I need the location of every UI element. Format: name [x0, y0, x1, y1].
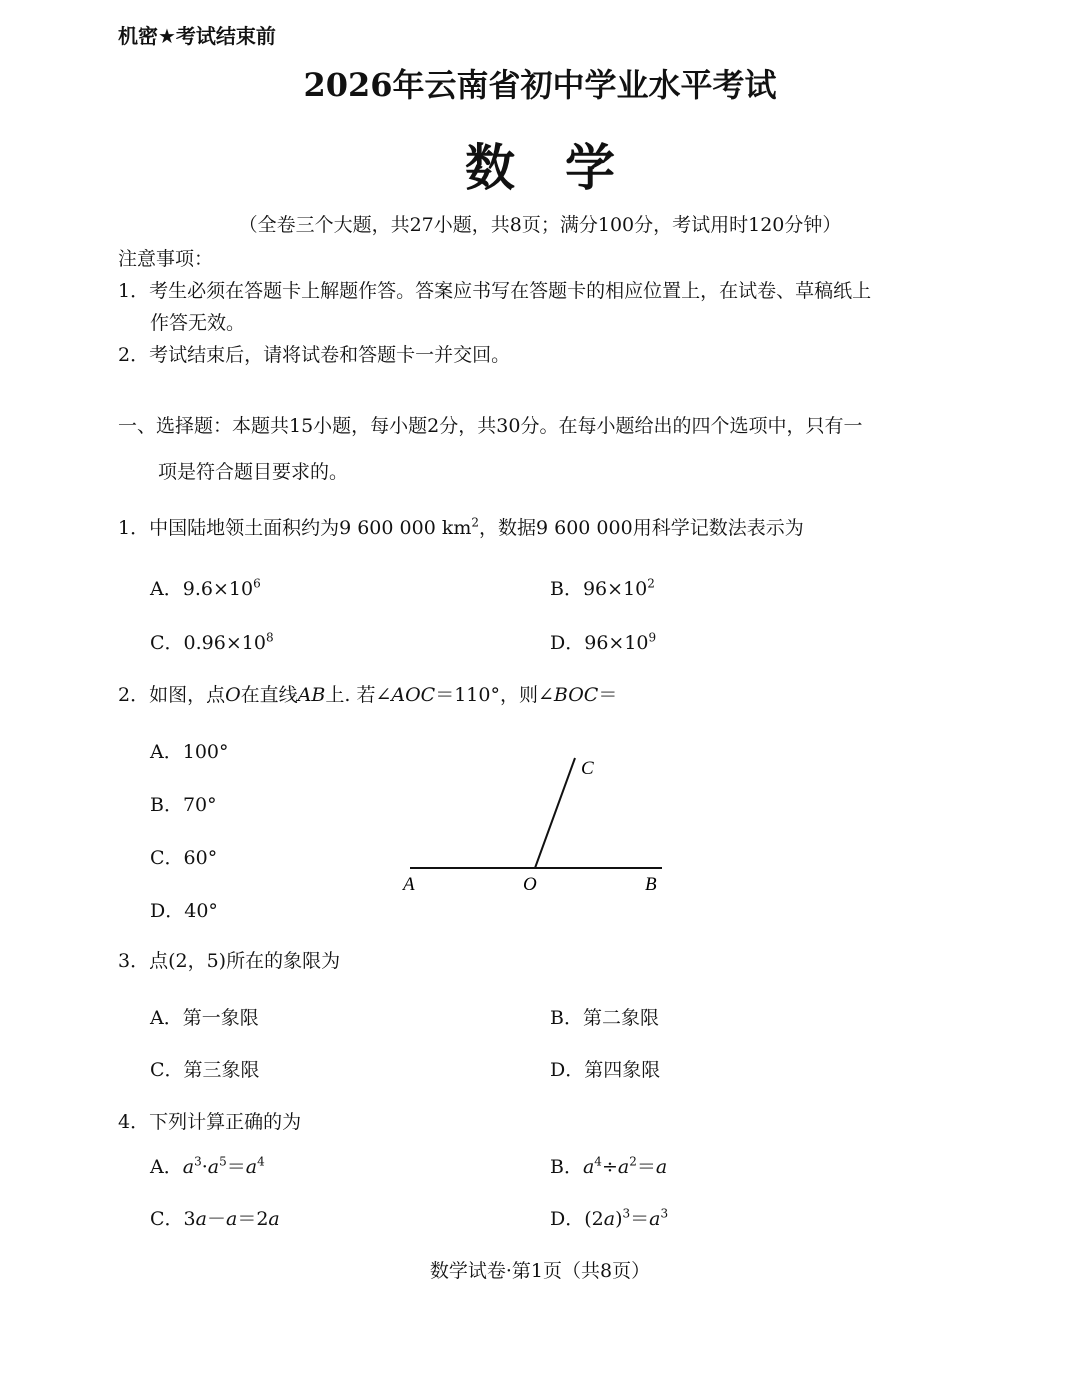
option-label: B．: [550, 1007, 583, 1029]
op: ＝: [630, 1208, 650, 1230]
q2-part: 在直线: [240, 684, 298, 706]
exp: 4: [257, 1154, 265, 1169]
section-heading-cont: 项是符合题目要求的。: [158, 461, 349, 483]
option-label: C．: [150, 847, 184, 869]
q2-part: 上. 若∠: [325, 684, 392, 706]
option-text: 40°: [184, 900, 218, 922]
q2-option-b: [150, 790, 217, 817]
var: a: [603, 1208, 616, 1230]
var: a: [649, 1208, 661, 1230]
option-text: 第四象限: [584, 1059, 661, 1081]
ray-oc: [535, 758, 575, 868]
var: a: [655, 1156, 668, 1178]
op: ＝2: [237, 1208, 269, 1230]
option-text: 100°: [182, 741, 229, 763]
option-exp: 6: [253, 576, 261, 591]
q4-option-d: [550, 1204, 668, 1231]
option-label: B．: [150, 794, 183, 816]
q3-option-c: [150, 1055, 260, 1082]
q4-option-a: [150, 1152, 265, 1179]
option-label: D．: [150, 900, 185, 922]
label-o: O: [523, 874, 537, 895]
question-1-text: 1．中国陆地领土面积约为9 600 000 km: [118, 517, 472, 539]
label-a: A: [403, 874, 415, 895]
option-label: A．: [150, 1007, 183, 1029]
question-1-sup: 2: [471, 515, 479, 530]
q1-option-c: [150, 628, 274, 655]
q2-option-a: [150, 737, 229, 764]
q2-option-c: [150, 843, 217, 870]
q2-var: BOC: [553, 684, 599, 706]
term: 3: [183, 1208, 196, 1230]
q1-option-d: [550, 628, 656, 655]
option-base: 9.6×10: [182, 578, 254, 600]
option-label: A．: [150, 578, 183, 600]
notice-item-1: 1．考生必须在答题卡上解题作答。答案应书写在答题卡的相应位置上，在试卷、草稿纸上: [118, 280, 872, 302]
exam-info: （全卷三个大题，共27小题，共8页；满分100分，考试用时120分钟）: [238, 214, 842, 236]
var: a: [225, 1208, 238, 1230]
q2-var: AB: [297, 684, 326, 706]
term: ): [615, 1208, 623, 1230]
op: ÷: [601, 1156, 618, 1178]
notice-item-2: 2．考试结束后，请将试卷和答题卡一并交回。: [118, 344, 511, 366]
notice-title: 注意事项：: [118, 248, 214, 270]
option-text: 第二象限: [582, 1007, 659, 1029]
var: a: [182, 1156, 195, 1178]
option-exp: 9: [648, 630, 657, 645]
option-text: 70°: [182, 794, 217, 816]
var: a: [207, 1156, 220, 1178]
option-label: B．: [550, 578, 583, 600]
option-exp: 8: [265, 630, 274, 645]
q2-var: O: [225, 684, 241, 706]
q1-option-b: [550, 574, 655, 601]
q2-part: 2．如图，点: [118, 684, 226, 706]
option-label: A．: [150, 741, 183, 763]
option-label: D．: [550, 1059, 585, 1081]
q2-part: ＝: [598, 684, 618, 706]
section-heading: 一、选择题：本题共15小题，每小题2分，共30分。在每小题给出的四个选项中，只有一: [118, 415, 863, 437]
exam-title: 2026年云南省初中学业水平考试: [303, 66, 777, 104]
page-footer: 数学试卷·第1页（共8页）: [429, 1260, 651, 1282]
var: a: [582, 1156, 595, 1178]
var: a: [268, 1208, 280, 1230]
option-label: D．: [550, 632, 585, 654]
question-3: 3．点(2，5)所在的象限为: [118, 950, 341, 972]
q2-var: AOC: [391, 684, 436, 706]
label-b: B: [645, 874, 657, 895]
option-base: 0.96×10: [183, 632, 266, 654]
term: (2: [584, 1208, 604, 1230]
q1-option-a: [150, 574, 261, 601]
op: ＝: [636, 1156, 656, 1178]
op: ·: [201, 1156, 208, 1178]
var: a: [195, 1208, 207, 1230]
angle-figure: [395, 748, 685, 898]
q3-option-d: [550, 1055, 660, 1082]
option-text: 第三象限: [183, 1059, 260, 1081]
q3-option-b: [550, 1003, 659, 1030]
confidential-label: 机密★考试结束前: [118, 24, 276, 48]
op: －: [206, 1208, 226, 1230]
exp: 3: [660, 1206, 669, 1221]
label-c: C: [581, 758, 594, 779]
option-label: C．: [150, 632, 184, 654]
q4-option-b: [550, 1152, 667, 1179]
q4-option-c: [150, 1204, 280, 1231]
exp: 3: [194, 1154, 202, 1169]
option-text: 第一象限: [182, 1007, 259, 1029]
var: a: [245, 1156, 258, 1178]
exp: 4: [594, 1154, 602, 1169]
question-2: [118, 680, 617, 707]
option-label: C．: [150, 1059, 184, 1081]
option-exp: 2: [647, 576, 655, 591]
subject-title: 数学: [465, 138, 665, 197]
option-base: 96×10: [584, 632, 649, 654]
option-label: C．: [150, 1208, 184, 1230]
question-1-text-after: ，数据9 600 000用科学记数法表示为: [479, 517, 804, 539]
question-4: 4．下列计算正确的为: [118, 1111, 302, 1133]
question-1: [118, 513, 804, 540]
exp: 3: [622, 1206, 631, 1221]
var: a: [617, 1156, 630, 1178]
op: ＝: [226, 1156, 246, 1178]
q3-option-a: [150, 1003, 259, 1030]
notice-item-1-cont: 作答无效。: [150, 312, 246, 334]
exp: 2: [629, 1154, 637, 1169]
q2-option-d: [150, 896, 218, 923]
exp: 5: [219, 1154, 227, 1169]
option-label: D．: [550, 1208, 585, 1230]
option-text: 60°: [183, 847, 218, 869]
option-label: B．: [550, 1156, 583, 1178]
option-base: 96×10: [582, 578, 648, 600]
q2-part: ＝110°，则∠: [435, 684, 554, 706]
option-label: A．: [150, 1156, 183, 1178]
